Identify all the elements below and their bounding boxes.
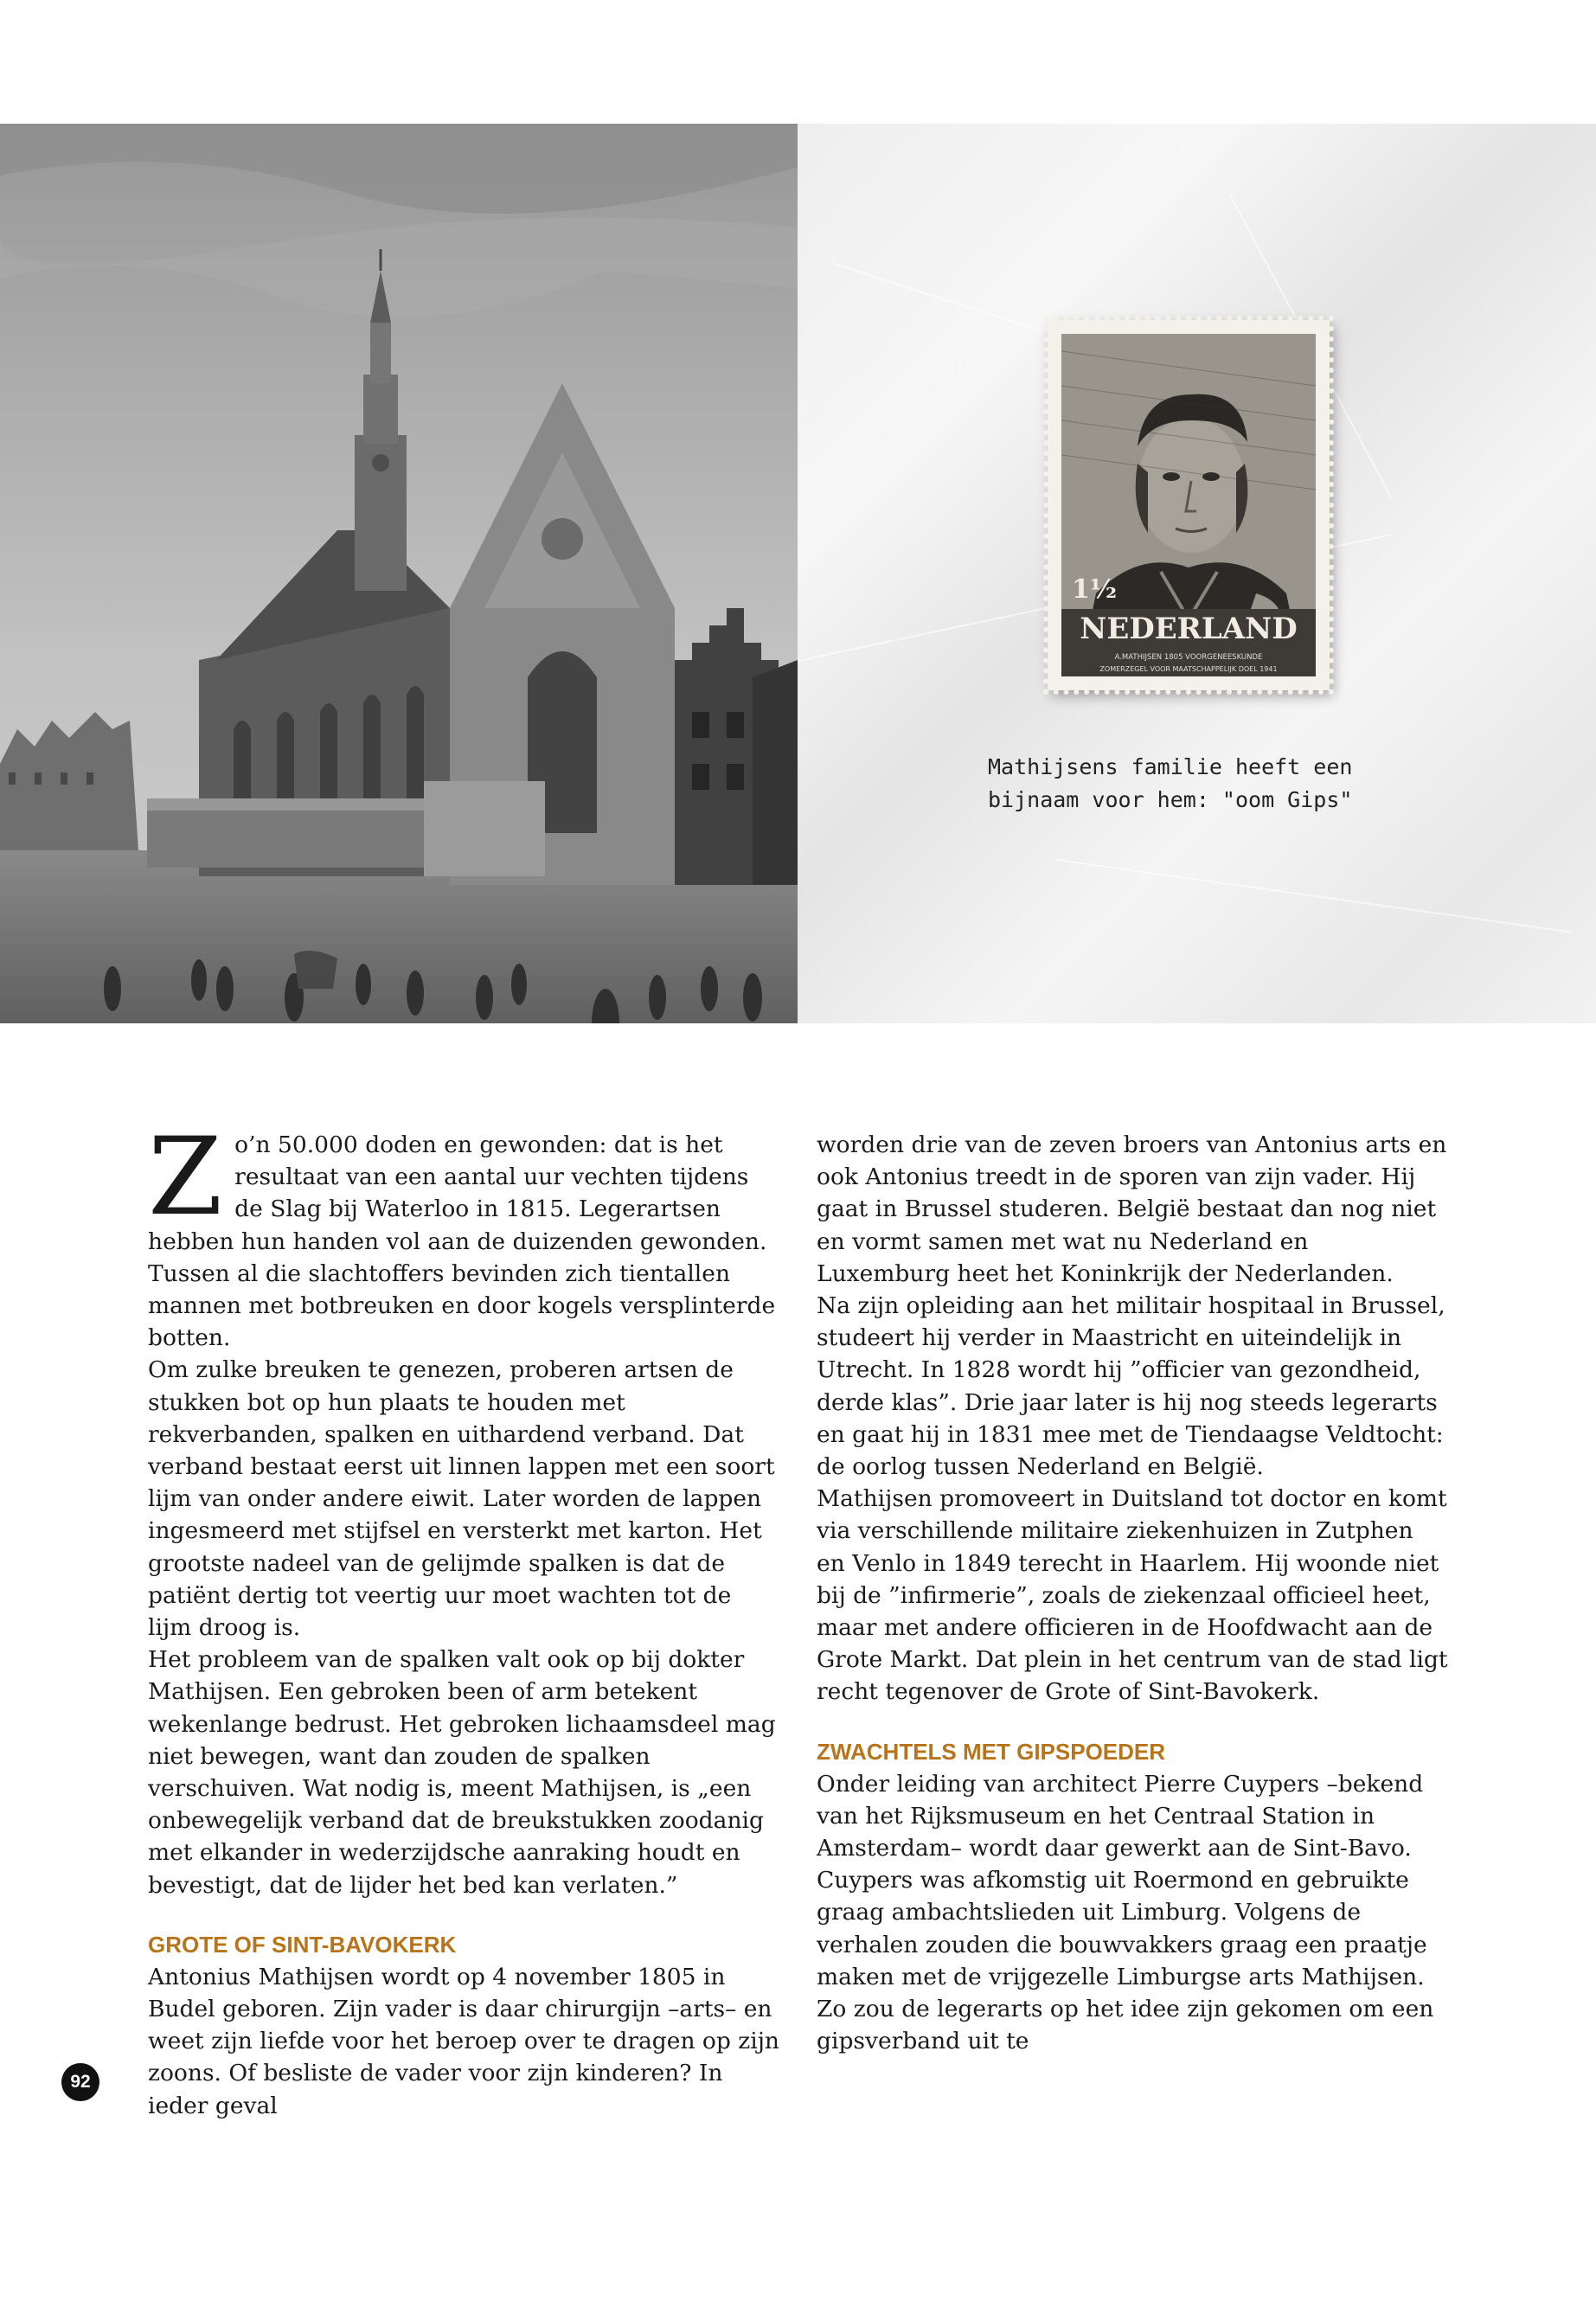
crumpled-paper-background	[798, 124, 1596, 1023]
mathijsen-postage-stamp	[1048, 320, 1330, 690]
paragraph: Om zulke breuken te genezen, proberen artsen de stukken bot op hun plaats te houden met rekverbanden, spalken en uithardend verband. Dat verband bestaat eerst uit linnen lappen met een soort lijm van onder andere eiwit. Later worden de lappen ingesmeerd met stijfsel en versterkt met karton. Het grootste nadeel van de gelijmde spalken is dat de patiënt dertig tot veertig uur moet wachten tot de lijm droog is.	[148, 1356, 775, 1642]
article-column-right	[817, 1129, 1448, 2057]
stamp-portrait-image	[1061, 334, 1316, 676]
intro-paragraph: Zo’n 50.000 doden en gewonden: dat is het resultaat van een aantal uur vechten tijdens de Slag bij Waterloo in 1815. Legerartsen hebben hun handen vol aan de duizenden gewonden. Tussen al die slachtoffers bevinden zich tientallen mannen met botbreuken en door kogels versplinterde botten.	[148, 1115, 776, 1352]
article-column-left	[148, 1115, 779, 2122]
stamp-inscription-1: A.MATHIJSEN 1805 VOORGENEESKUNDE	[1114, 653, 1263, 662]
stamp-country: NEDERLAND	[1080, 612, 1298, 646]
paragraph: Onder leiding van architect Pierre Cuypers –bekend van het Rijksmuseum en het Centraal Station in Amsterdam– wordt daar gewerkt aan de Sint-Bavo. Cuypers was afkomstig uit Roermond en gebruikte graag ambachtslieden uit Limburg. Volgens de verhalen zouden die bouwvakkers graag een praatje maken met de vrijgezelle Limburgse arts Mathijsen. Zo zou de legerarts op het idee zijn gekomen om een gipsverband uit te	[817, 1770, 1434, 2055]
stamp-caption: Mathijsens familie heeft een bijnaam voor hem: "oom Gips"	[988, 754, 1353, 812]
paragraph: worden drie van de zeven broers van Antonius arts en ook Antonius treedt in de sporen van zijn vader. Hij gaat in Brussel studeren. België bestaat dan nog niet en vormt samen met wat nu Nederland en Luxemburg heet het Koninkrijk der Nederlanden.	[817, 1131, 1447, 1287]
drop-cap: Z	[148, 1115, 223, 1240]
section-heading: ZWACHTELS MET GIPSPOEDER	[817, 1738, 1166, 1765]
paragraph: Antonius Mathijsen wordt op 4 november 1805 in Budel geboren. Zijn vader is daar chirurgijn –arts– en weet zijn liefde voor het beroep over te dragen op zijn zoons. Of besliste de vader voor zijn kinderen? In ieder geval	[148, 1963, 779, 2119]
paragraph: Mathijsen promoveert in Duitsland tot doctor en komt via verschillende militaire ziekenhuizen in Zutphen en Venlo in 1849 terecht in Haarlem. Hij woonde niet bij de ”infirmerie”, zoals de ziekenzaal officieel heet, maar met andere officieren in de Hoofdwacht aan de Grote Markt. Dat plein in het centrum van de stad ligt recht tegenover de Grote of Sint-Bavokerk.	[817, 1485, 1448, 1706]
paragraph: Na zijn opleiding aan het militair hospitaal in Brussel, studeert hij verder in Maastricht en uiteindelijk in Utrecht. In 1828 wordt hij ”officier van gezondheid, derde klas”. Drie jaar later is hij nog steeds legerarts en gaat hij in 1831 mee met de Tiendaagse Veldtocht: de oorlog tussen Nederland en België.	[817, 1292, 1445, 1481]
hero-images	[0, 124, 1596, 1023]
stamp-value: 1½	[1072, 574, 1118, 605]
stamp-inscription-2: ZOMERZEGEL VOOR MAATSCHAPPELIJK DOEL 1941	[1099, 665, 1278, 673]
grote-markt-painting-image	[0, 124, 798, 1023]
church-painting	[0, 124, 798, 1023]
section-heading: GROTE OF SINT-BAVOKERK	[148, 1931, 457, 1958]
paragraph: Het probleem van de spalken valt ook op bij dokter Mathijsen. Een gebroken been of arm betekent wekenlange bedrust. Het gebroken lichaamsdeel mag niet bewegen, want dan zouden de spalken verschuiven. Wat nodig is, meent Mathijsen, is „een onbewegelijk verband dat de breukstukken zoodanig met elkander in wederzijdsche aanraking houdt en bevestigt, dat de lijder het bed kan verlaten.”	[148, 1646, 776, 1899]
page-number-badge: 92	[61, 2063, 99, 2101]
